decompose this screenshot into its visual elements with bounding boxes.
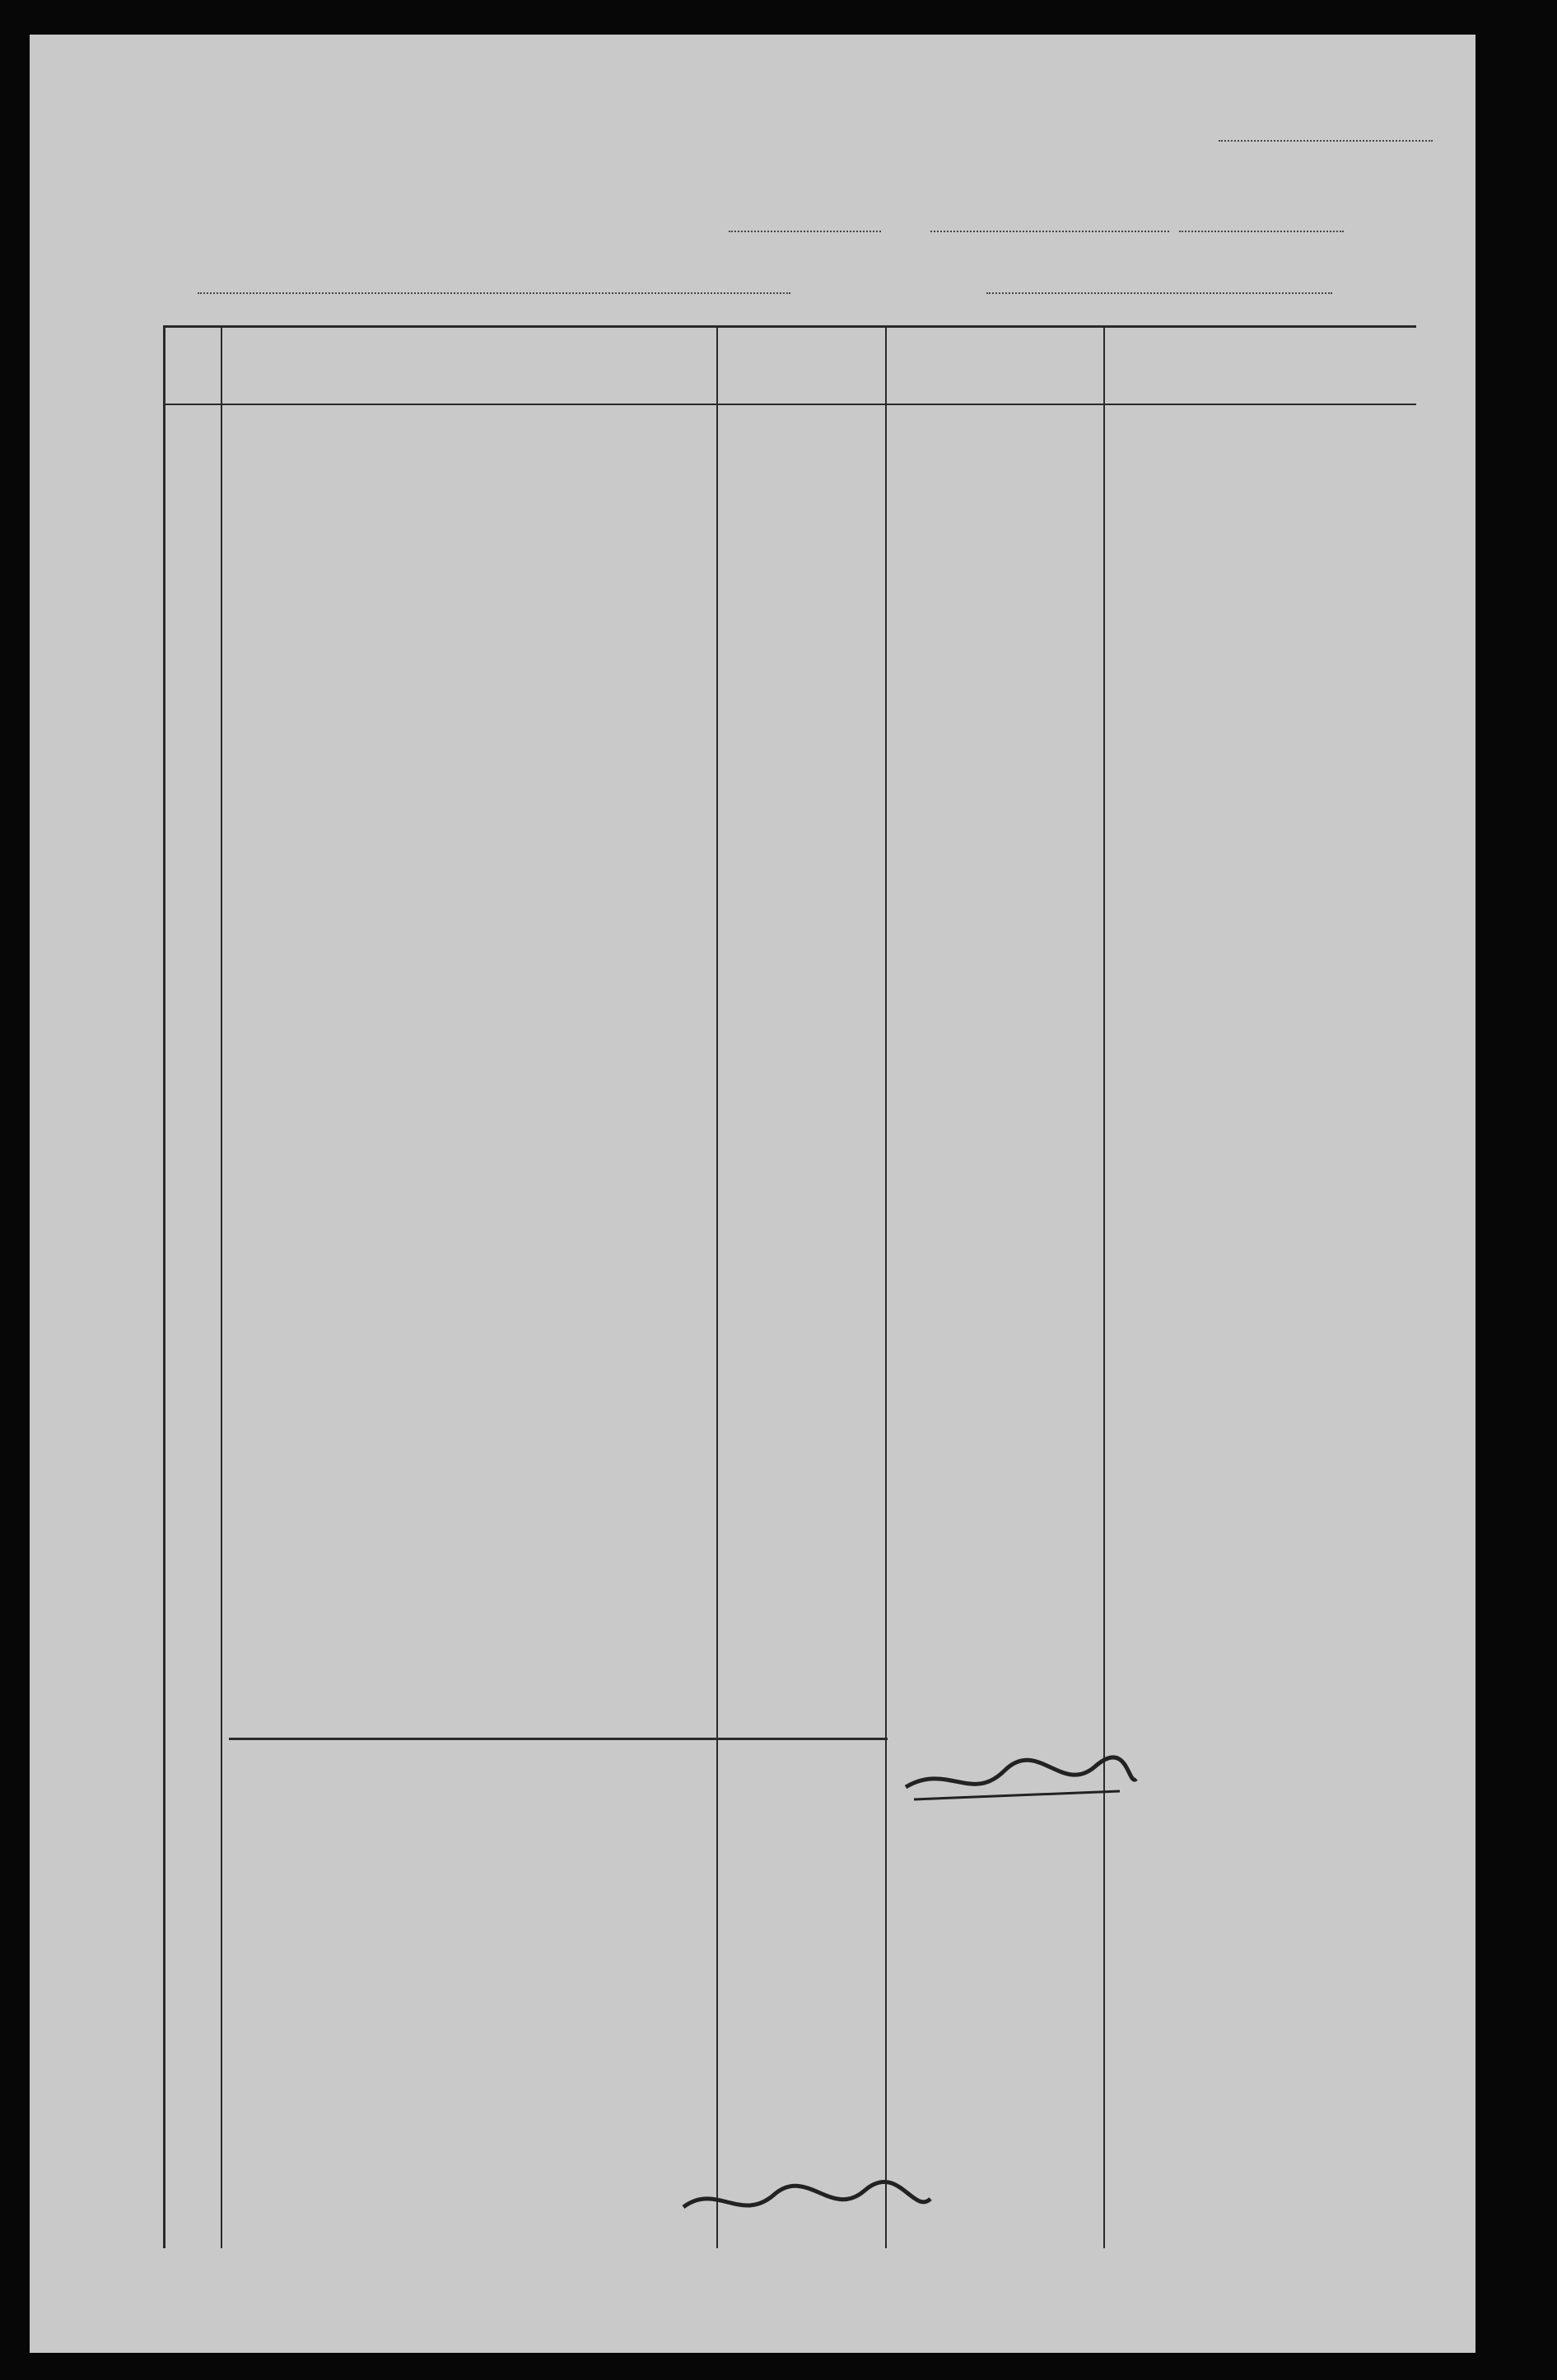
purser-signature-footer xyxy=(675,2174,939,2232)
col-divider-line xyxy=(221,325,222,2248)
date-line xyxy=(1179,231,1344,232)
table-header-border xyxy=(163,404,1416,405)
table-left-border xyxy=(163,325,165,2248)
purser-signature-mark xyxy=(897,1746,1144,1812)
col-divider-passport xyxy=(885,325,887,2248)
class-line xyxy=(729,231,881,232)
list-no-line xyxy=(1219,140,1433,142)
table-top-border xyxy=(163,325,1416,328)
manifest-sheet xyxy=(30,35,1475,2353)
vessel-line xyxy=(198,292,790,294)
col-divider-baggage xyxy=(1103,325,1105,2248)
arrival-line xyxy=(986,292,1332,294)
col-divider-name xyxy=(716,325,718,2248)
row19-strike xyxy=(229,1738,888,1740)
from-line xyxy=(930,231,1169,232)
